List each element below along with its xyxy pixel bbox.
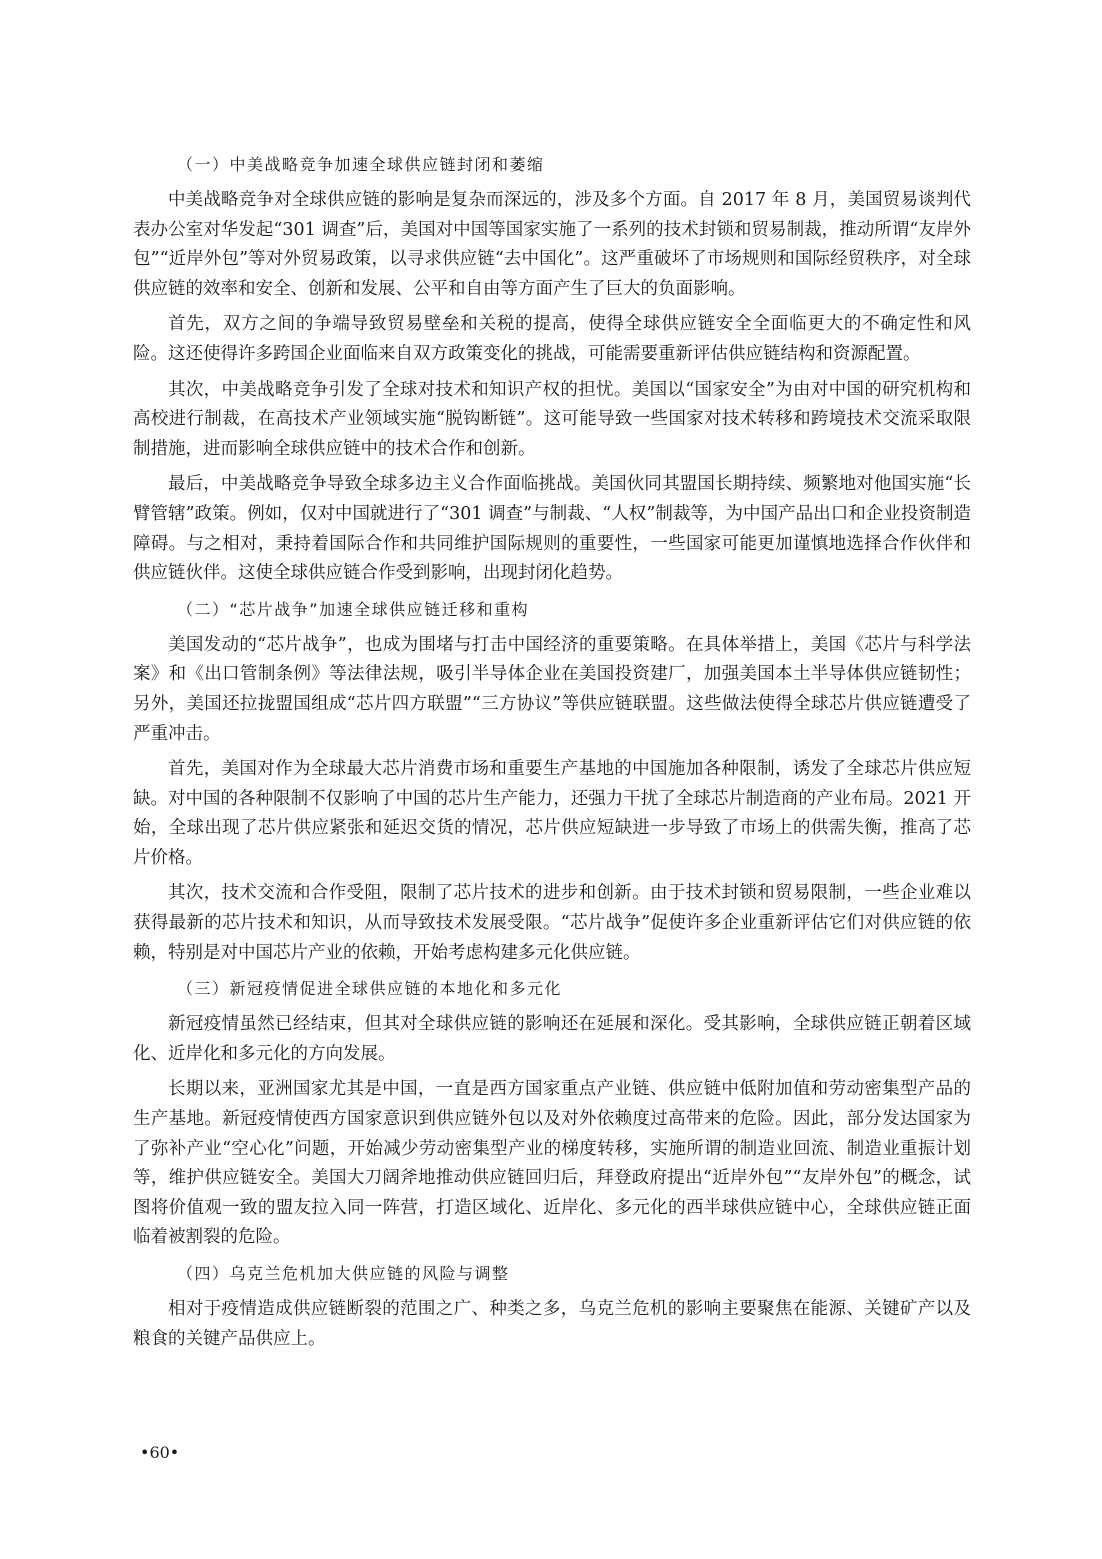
paragraph: 其次，技术交流和合作受阻，限制了芯片技术的进步和创新。由于技术封锁和贸易限制，一些企业难以获得最新的芯片技术和知识，从而导致技术发展受限。“芯片战争”促使许多企业重新评估它们对供应链的依赖，特别是对中国芯片产业的依赖，开始考虑构建多元化供应链。 — [133, 883, 971, 963]
section-heading: （三）新冠疫情促进全球供应链的本地化和多元化 — [177, 979, 563, 999]
section-1 — [133, 150, 971, 589]
section-heading: （二）“芯片战争”加速全球供应链迁移和重构 — [177, 599, 530, 619]
paragraph: 首先，双方之间的争端导致贸易壁垒和关税的提高，使得全球供应链安全全面临更大的不确定性和风险。这还使得许多跨国企业面临来自双方政策变化的挑战，可能需要重新评估供应链结构和资源配置。 — [133, 314, 971, 364]
paragraph: 长期以来，亚洲国家尤其是中国，一直是西方国家重点产业链、供应链中低附加值和劳动密集型产品的生产基地。新冠疫情使西方国家意识到供应链外包以及对外依赖度过高带来的危险。因此，部分发达国家为了弥补产业“空心化”问题，开始减少劳动密集型产业的梯度转移，实施所谓的制造业回流、制造业重振计划等，维护供应链安全。美国大刀阔斧地推动供应链回归后，拜登政府提出“近岸外包”“友岸外包”的概念，试图将价值观一致的盟友拉入同一阵营，打造区域化、近岸化、多元化的西半球供应链中心，全球供应链正面临着被割裂的危险。 — [133, 1079, 971, 1248]
paragraph: 其次，中美战略竞争引发了全球对技术和知识产权的担忧。美国以“国家安全”为由对中国的研究机构和高校进行制裁，在高技术产业领域实施“脱钩断链”。这可能导致一些国家对技术转移和跨境技术交流采取限制措施，进而影响全球供应链中的技术合作和创新。 — [133, 379, 971, 459]
paragraph: 美国发动的“芯片战争”，也成为围堵与打击中国经济的重要策略。在具体举措上，美国《芯片与科学法案》和《出口管制条例》等法律法规，吸引半导体企业在美国投资建厂，加强美国本土半导体供应链韧性；另外，美国还拉拢盟国组成“芯片四方联盟”“三方协议”等供应链联盟。这些做法使得全球芯片供应链遭受了严重冲击。 — [133, 634, 971, 744]
paragraph: 首先，美国对作为全球最大芯片消费市场和重要生产基地的中国施加各种限制，诱发了全球芯片供应短缺。对中国的各种限制不仅影响了中国的芯片生产能力，还强力干扰了全球芯片制造商的产业布局。2021 开始，全球出现了芯片供应紧张和延迟交货的情况，芯片供应短缺进一步导致了市场上的供需失衡，推高了芯片价格。 — [133, 759, 971, 868]
section-heading: （四）乌克兰危机加大供应链的风险与调整 — [177, 1264, 510, 1283]
paragraph: 中美战略竞争对全球供应链的影响是复杂而深远的，涉及多个方面。自 2017 年 8 月，美国贸易谈判代表办公室对华发起“301 调查”后，美国对中国等国家实施了一系列的技术封锁和贸易制裁，推动所谓“友岸外包”“近岸外包”等对外贸易政策，以寻求供应链“去中国化”。这严重破坏了市场规则和国际经贸秩序，对全球供应链的效率和安全、创新和发展、公平和自由等方面产生了巨大的负面影响。 — [133, 190, 971, 299]
page-body — [133, 150, 971, 1360]
paragraph: 相对于疫情造成供应链断裂的范围之广、种类之多，乌克兰危机的影响主要聚焦在能源、关键矿产以及粮食的关键产品供应上。 — [133, 1299, 971, 1349]
section-3 — [133, 974, 971, 1253]
paragraph: 最后，中美战略竞争导致全球多边主义合作面临挑战。美国伙同其盟国长期持续、频繁地对他国实施“长臂管辖”政策。例如，仅对中国就进行了“301 调查”与制裁、“人权”制裁等，为中国产品出口和企业投资制造障碍。与之相对，秉持着国际合作和共同维护国际规则的重要性，一些国家可能更加谨慎地选择合作伙伴和供应链伙伴。这使全球供应链合作受到影响，出现封闭化趋势。 — [133, 474, 971, 584]
section-2 — [133, 595, 971, 969]
section-4 — [133, 1259, 971, 1354]
paragraph: 新冠疫情虽然已经结束，但其对全球供应链的影响还在延展和深化。受其影响，全球供应链正朝着区域化、近岸化和多元化的方向发展。 — [133, 1014, 971, 1064]
page-number: •60• — [140, 1443, 180, 1462]
section-heading: （一）中美战略竞争加速全球供应链封闭和萎缩 — [177, 155, 545, 174]
